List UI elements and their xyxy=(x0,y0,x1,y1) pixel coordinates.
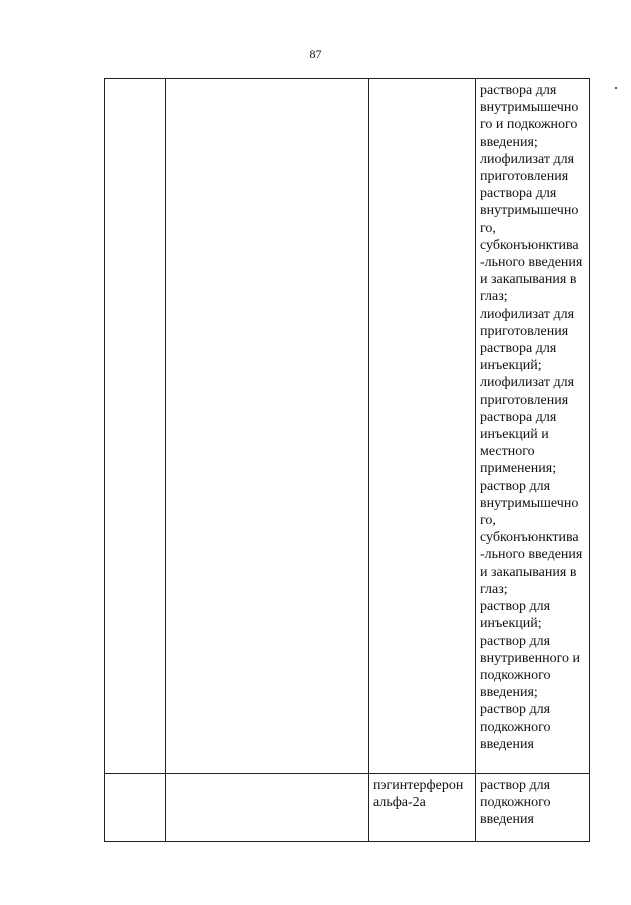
text-line: инъекций и xyxy=(480,427,549,443)
table-cell-group xyxy=(166,79,369,774)
text-line: лиофилизат для xyxy=(480,306,575,322)
text-line: раствор для xyxy=(480,633,551,649)
text-line: приготовления xyxy=(480,323,569,339)
text-line: раствора для xyxy=(480,409,557,425)
text-line: инъекций; xyxy=(480,616,542,632)
text-line: глаз; xyxy=(480,289,508,305)
text-line: субконъюнктива xyxy=(480,237,579,253)
text-line: внутримышечно xyxy=(480,495,579,511)
text-line: раствор для xyxy=(480,702,551,718)
text-line: го, xyxy=(480,513,496,529)
text-line: альфа-2а xyxy=(373,795,426,811)
text-line: го, xyxy=(480,220,496,236)
text-line: подкожного xyxy=(480,795,551,811)
text-line: внутримышечно xyxy=(480,100,579,116)
text-line: раствор для xyxy=(480,778,551,793)
drug-table xyxy=(104,78,590,842)
text-line: подкожного xyxy=(480,667,551,683)
text-line: введения xyxy=(480,736,534,752)
text-line: лиофилизат для xyxy=(480,151,575,167)
table-cell-code xyxy=(105,774,166,842)
text-line: раствор для xyxy=(480,478,551,494)
text-line: применения; xyxy=(480,461,557,477)
text-line: пэгинтерферон xyxy=(373,778,464,793)
text-line: глаз; xyxy=(480,581,508,597)
text-line: местного xyxy=(480,444,535,460)
text-line: -льного введения xyxy=(480,255,583,271)
dosage-forms-list xyxy=(476,79,589,755)
table-row xyxy=(105,774,590,842)
table-row xyxy=(105,79,590,774)
text-line: лиофилизат для xyxy=(480,375,575,391)
table-cell-drug xyxy=(369,79,476,774)
table-cell-drug xyxy=(369,774,476,842)
text-line: и закапывания в xyxy=(480,272,577,288)
table-cell-code xyxy=(105,79,166,774)
table-cell-dosage-forms xyxy=(476,79,590,774)
text-line: приготовления xyxy=(480,392,569,408)
text-line: внутривенного и xyxy=(480,650,580,666)
text-line: раствор для xyxy=(480,599,551,615)
dosage-forms-list xyxy=(476,774,589,831)
text-line: раствора для xyxy=(480,341,557,357)
scan-speck xyxy=(615,87,617,89)
text-line: введения; xyxy=(480,685,538,701)
text-line: субконъюнктива xyxy=(480,530,579,546)
table-cell-dosage-forms xyxy=(476,774,590,842)
text-line: -льного введения xyxy=(480,547,583,563)
text-line: раствора для xyxy=(480,83,557,98)
text-line: инъекций; xyxy=(480,358,542,374)
text-line: приготовления xyxy=(480,169,569,185)
text-line: введения; xyxy=(480,134,538,150)
table-cell-group xyxy=(166,774,369,842)
text-line: подкожного xyxy=(480,719,551,735)
page-number: 87 xyxy=(309,47,322,61)
text-line: и закапывания в xyxy=(480,564,577,580)
text-line: введения xyxy=(480,812,534,828)
text-line: го и подкожного xyxy=(480,117,578,133)
drug-name xyxy=(369,774,475,813)
text-line: раствора для xyxy=(480,186,557,202)
text-line: внутримышечно xyxy=(480,203,579,219)
